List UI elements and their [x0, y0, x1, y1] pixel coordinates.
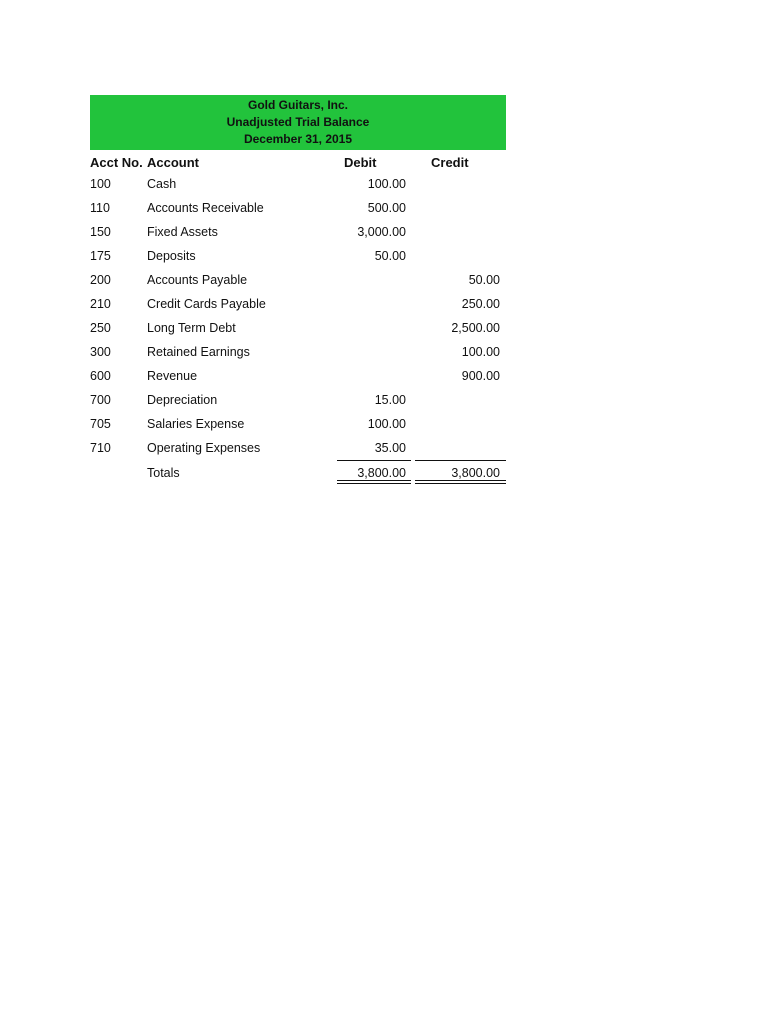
header-account: Account: [147, 155, 199, 170]
acct-no-cell: 100: [90, 177, 111, 191]
totals-row: [90, 460, 506, 484]
debit-subtotal-rule: [337, 460, 411, 461]
acct-no-cell: 600: [90, 369, 111, 383]
debit-cell: 100.00: [367, 177, 406, 191]
credit-cell: 2,500.00: [451, 321, 500, 335]
account-cell: Depreciation: [147, 393, 218, 407]
acct-no-cell: 200: [90, 273, 111, 287]
acct-no-cell: 210: [90, 297, 111, 311]
debit-cell: 15.00: [374, 393, 406, 407]
account-cell: Deposits: [147, 249, 196, 263]
company-name: Gold Guitars, Inc.: [247, 98, 348, 112]
acct-no-cell: 110: [90, 201, 110, 215]
debit-cell: 100.00: [367, 417, 406, 431]
acct-no-cell: 705: [90, 417, 111, 431]
table-row: [90, 172, 506, 196]
table-row: [90, 436, 506, 460]
debit-cell: 3,000.00: [357, 225, 406, 239]
debit-total-double-rule: [337, 480, 411, 484]
acct-no-cell: 700: [90, 393, 111, 407]
report-banner: [90, 95, 506, 150]
acct-no-cell: 175: [90, 249, 111, 263]
report-title: Unadjusted Trial Balance: [226, 115, 370, 129]
table-row: [90, 196, 506, 220]
acct-no-cell: 150: [90, 225, 111, 239]
account-cell: Long Term Debt: [147, 321, 236, 335]
credit-cell: 250.00: [461, 297, 500, 311]
totals-credit: 3,800.00: [451, 466, 500, 480]
account-cell: Credit Cards Payable: [147, 297, 266, 311]
column-header-row: [90, 150, 506, 172]
debit-cell: 500.00: [367, 201, 406, 215]
totals-debit: 3,800.00: [357, 466, 406, 480]
table-row: [90, 220, 506, 244]
credit-cell: 100.00: [461, 345, 500, 359]
account-cell: Retained Earnings: [147, 345, 250, 359]
account-cell: Fixed Assets: [147, 225, 218, 239]
debit-cell: 35.00: [374, 441, 406, 455]
table-row: [90, 316, 506, 340]
header-acct-no: Acct No.: [90, 155, 143, 170]
account-cell: Operating Expenses: [147, 441, 261, 455]
credit-cell: 50.00: [468, 273, 500, 287]
account-cell: Accounts Receivable: [147, 201, 264, 215]
table-row: [90, 292, 506, 316]
account-cell: Accounts Payable: [147, 273, 248, 287]
acct-no-cell: 300: [90, 345, 111, 359]
credit-cell: 900.00: [461, 369, 500, 383]
account-cell: Salaries Expense: [147, 417, 245, 431]
table-row: [90, 364, 506, 388]
table-row: [90, 244, 506, 268]
report-date: December 31, 2015: [243, 132, 353, 146]
table-row: [90, 412, 506, 436]
trial-balance-sheet: [90, 95, 506, 484]
header-credit: Credit: [431, 155, 469, 170]
credit-total-double-rule: [415, 480, 506, 484]
totals-label: Totals: [147, 466, 180, 480]
table-row: [90, 340, 506, 364]
table-row: [90, 268, 506, 292]
header-debit: Debit: [344, 155, 377, 170]
debit-cell: 50.00: [374, 249, 406, 263]
acct-no-cell: 710: [90, 441, 111, 455]
account-cell: Cash: [147, 177, 177, 191]
table-row: [90, 388, 506, 412]
acct-no-cell: 250: [90, 321, 111, 335]
account-cell: Revenue: [147, 369, 198, 383]
credit-subtotal-rule: [415, 460, 506, 461]
